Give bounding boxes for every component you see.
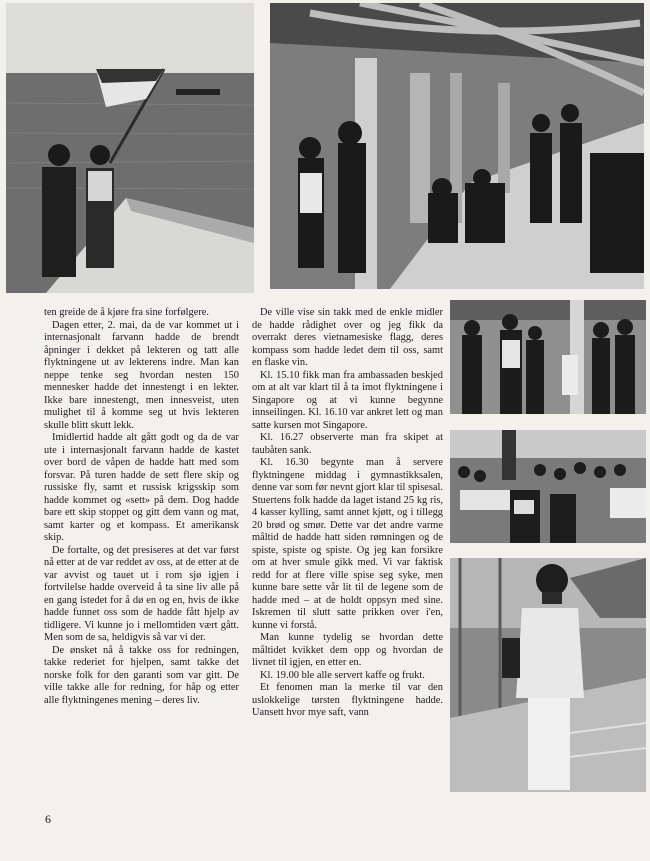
paragraph: Dagen etter, 2. mai, da de var kommet ut i internasjonalt farvann hadde de brendt åpninger i dekket på lekteren og tatt alle flyktningene ut av lekterens indre. Man kan neppe tenke seg hvordan nesten 150 mennesker hadde det innestengt i en lekter. Ikke bare innestengt, men innesveist, uten mulighet til å komme seg ut hvis lekteren skulle blitt skutt lekk. <box>44 319 239 431</box>
photo-flag-at-bow <box>6 3 254 293</box>
article-column-middle <box>252 307 443 720</box>
photo-refugee-group <box>450 300 646 414</box>
page-number: 6 <box>45 812 51 826</box>
paragraph: De ønsket nå å takke oss for redningen, takke rederiet for hjelpen, samt takke det norske folk for den garanti som var gitt. De ville takke alle for redning, for håp og etter alle flyktningenes mening – deres liv. <box>44 644 239 706</box>
article-column-left <box>44 307 239 707</box>
paragraph: Kl. 15.10 fikk man fra ambassaden beskjed om at alt var klart til å ta imot flyktningene i Singapore og at vi kunne begynne innseilingen. Kl. 16.10 var ankret lett og man satte kursen mot Singapore. <box>252 369 443 431</box>
paragraph: Man kunne tydelig se hvordan dette måltidet kvikket dem opp og hvordan de livnet til igjen, en etter en. <box>252 632 443 668</box>
paragraph: Imidlertid hadde alt gått godt og da de var ute i internasjonalt farvann hadde de kastet over bord de våpen de hadde hatt med som forsvar. På turen hadde de sett flere skip og russiske fly, samt et russisk krigsskip som hadde kommet og «sett» på dem. Dog hadde bare ett skip stoppet og gitt dem vann og mat, samt karter og et kompass. Et amerikansk skip. <box>44 432 239 543</box>
paragraph: De ville vise sin takk med de enkle midler de hadde rådighet over og jeg fikk da overrakt deres vietnamesiske flagg, deres kompass som hadde ledet dem til oss, samt en flaske vin. <box>252 307 443 368</box>
paragraph: Kl. 16.27 observerte man fra skipet at taubåten sank. <box>252 432 443 456</box>
paragraph: De fortalte, og det presiseres at det var først nå etter at de var reddet av oss, at de etter at de var avvist og tauet ut i rom sjø igjen i fortvilelse hadde overveid å ta sine liv alle på en gang istedet for å dø en og en, hvis de ikke hadde funnet oss som de hadde fått hjelp av tidligere. Vi kunne jo i mellomtiden vært gått. Men som de sa, heldigvis så var vi der. <box>44 544 239 643</box>
paragraph: Kl. 16.30 begynte man å servere flyktningene middag i gymnastikksalen, denne var som før nevnt gjort klar til spisesal. Stuertens folk hadde da laget istand 25 kg ris, 4 kasser kylling, samt annet kjøtt, og i tillegg 20 brød og smør. Dette var det andre varme måltid de hadde hatt siden rømningen og de spiste, spiste og spiste. Og jeg kan forsikre om at hver smule gikk med. Vi var faktisk redd for at flere ville spise seg syke, men kunne bare sette vår lit til de legene som de hadde med – at de holdt oppsyn med sine. Iskremen til slutt satte prikken over i'en, kunne vi forstå. <box>252 457 443 631</box>
paragraph: Kl. 19.00 ble alle servert kaffe og frukt. <box>260 669 425 681</box>
photo-dining-hall <box>450 430 646 543</box>
photo-refugees-on-deck <box>270 3 644 289</box>
paragraph: Et fenomen man la merke til var den uslokkelige tørsten flyktningene hadde. Uansett hvor mye saft, vann <box>252 682 443 718</box>
photo-woman-on-deck <box>450 558 646 792</box>
paragraph: ten greide de å kjøre fra sine forfølgere. <box>44 307 210 318</box>
